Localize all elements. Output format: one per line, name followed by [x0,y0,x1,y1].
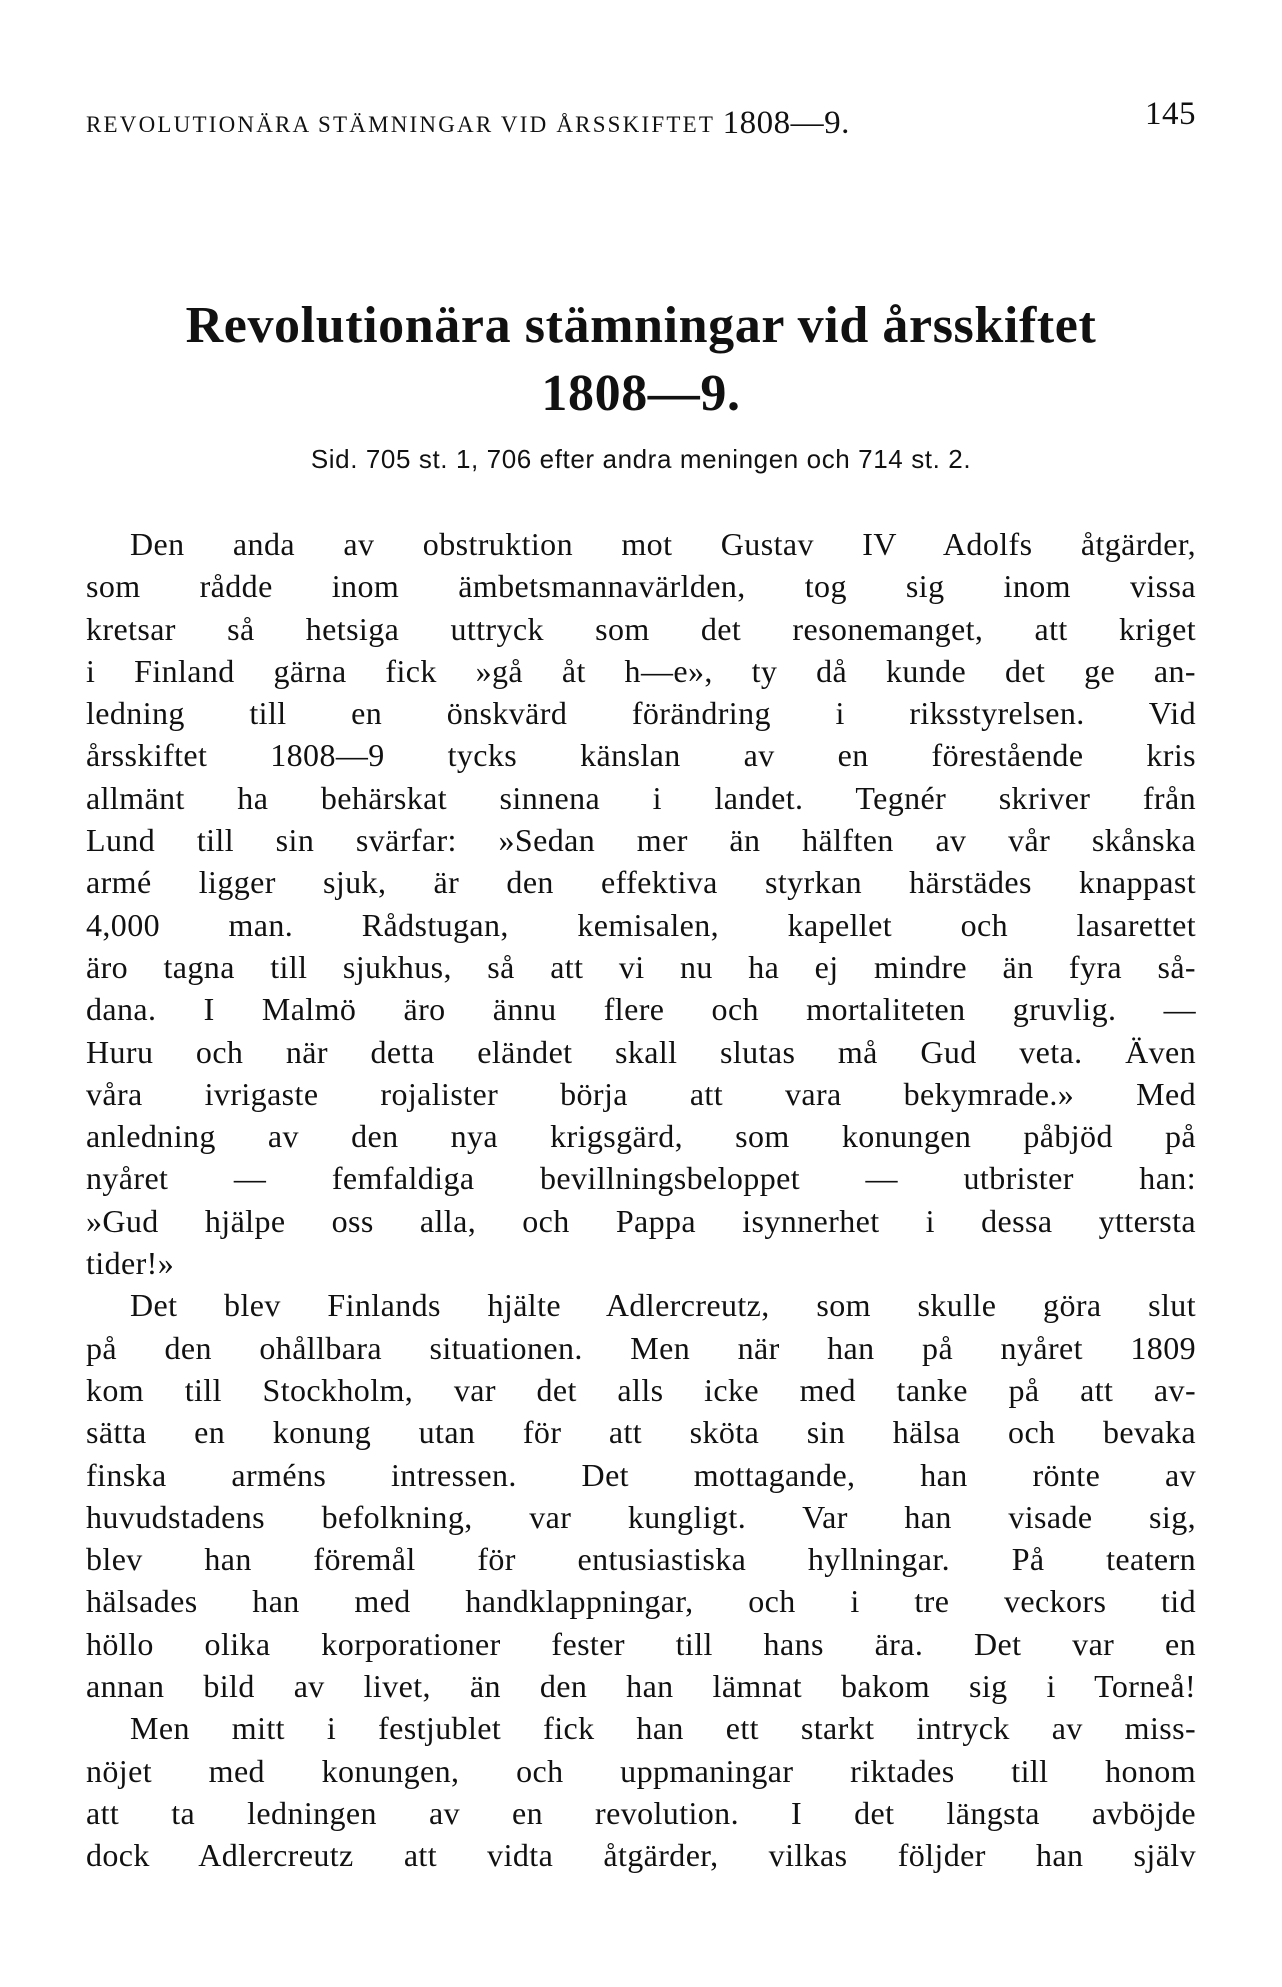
running-title-years: 1808—9. [722,105,850,141]
chapter-title-line-1: Revolutionära stämningar vid årsskiftet [185,297,1097,354]
running-header [86,96,1196,144]
text-line: sätta en konung utan för att sköta sin hälsa och bevaka [86,1414,1196,1451]
text-line: höllo olika korporationer fester till hans ära. Det var en [86,1625,1196,1662]
text-line: huvudstadens befolkning, var kungligt. Var han visade sig, [86,1498,1196,1535]
text-line: »Gud hjälpe oss alla, och Pappa isynnerhet i dessa yttersta [86,1202,1196,1239]
text-line: i Finland gärna fick »gå åt h—e», ty då kunde det ge an- [86,652,1196,689]
running-title [86,104,850,141]
text-line: nöjet med konungen, och uppmaningar riktades till honom [86,1752,1196,1789]
running-title-text: REVOLUTIONÄRA STÄMNINGAR VID ÅRSSKIFTET [86,112,715,137]
text-line: anledning av den nya krigsgärd, som konungen påbjöd på [86,1118,1196,1155]
text-line: blev han föremål för entusiastiska hyllningar. På teatern [86,1541,1196,1578]
text-line: på den ohållbara situationen. Men när han på nyåret 1809 [86,1329,1196,1366]
text-line: våra ivrigaste rojalister börja att vara bekymrade.» Med [86,1075,1196,1112]
text-line: dock Adlercreutz att vidta åtgärder, vilkas följder han själv [86,1837,1196,1874]
chapter-title-line-2: 1808—9. [541,365,741,422]
text-line: 4,000 man. Rådstugan, kemisalen, kapellet och lasarettet [86,906,1196,943]
text-line: finska arméns intressen. Det mottagande, han rönte av [86,1456,1196,1493]
body-text [86,523,1196,1877]
text-line: Den anda av obstruktion mot Gustav IV Adolfs åtgärder, [130,526,1196,562]
text-line: annan bild av livet, än den han lämnat bakom sig i Torneå! [86,1668,1196,1705]
text-line: ledning till en önskvärd förändring i riksstyrelsen. Vid [86,695,1196,732]
text-line: armé ligger sjuk, är den effektiva styrkan härstädes knappast [86,864,1196,901]
chapter-title [86,292,1196,428]
text-line: Lund till sin svärfar: »Sedan mer än hälften av vår skånska [86,822,1196,859]
text-line: kom till Stockholm, var det alls icke med tanke på att av- [86,1371,1196,1408]
text-line: tider!» [86,1245,175,1282]
source-reference: Sid. 705 st. 1, 706 efter andra meningen och 714 st. 2. [310,444,972,474]
book-page [86,0,1196,1987]
text-line: Men mitt i festjublet fick han ett starkt intryck av miss- [130,1710,1196,1747]
text-line: att ta ledningen av en revolution. I det längsta avböjde [86,1794,1196,1831]
text-line: Det blev Finlands hjälte Adlercreutz, som skulle göra slut [130,1287,1196,1324]
text-line: som rådde inom ämbetsmannavärlden, tog sig inom vissa [86,568,1196,605]
text-line: dana. I Malmö äro ännu flere och mortaliteten gruvlig. — [86,991,1196,1028]
text-line: hälsades han med handklappningar, och i tre veckors tid [86,1583,1196,1620]
text-line: Huru och när detta eländet skall slutas må Gud veta. Även [86,1033,1196,1070]
page-number: 145 [1145,96,1196,132]
text-line: äro tagna till sjukhus, så att vi nu ha ej mindre än fyra så- [86,948,1196,985]
text-line: årsskiftet 1808—9 tycks känslan av en förestående kris [86,737,1196,774]
text-line: kretsar så hetsiga uttryck som det resonemanget, att kriget [86,610,1196,647]
text-line: nyåret — femfaldiga bevillningsbeloppet — utbrister han: [86,1160,1196,1197]
text-line: allmänt ha behärskat sinnena i landet. Tegnér skriver från [86,779,1196,816]
